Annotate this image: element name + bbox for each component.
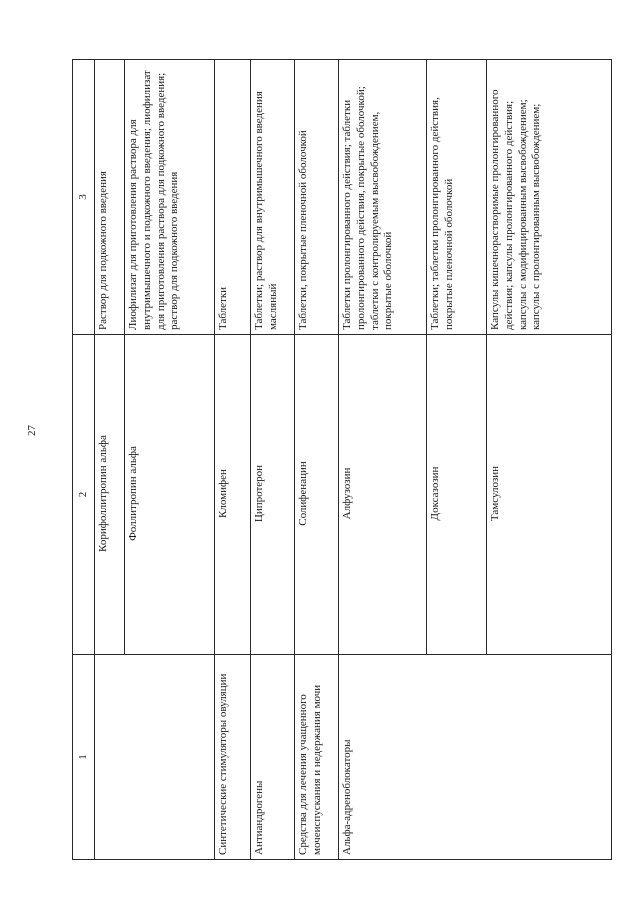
drug-cell: Корифоллитропин альфа xyxy=(95,335,125,655)
table-row xyxy=(251,60,295,860)
forms-cell: Таблетки xyxy=(215,60,251,335)
drug-cell: Ципротерон xyxy=(251,335,295,655)
forms-cell: Лиофилизат для приготовления раствора для внутримышечного и подкожного введения; лиофилизат для приготовления раствора для подкожного введения; раствор для подкожного введения xyxy=(125,60,215,335)
drug-cell: Тамсулозин xyxy=(487,335,612,655)
drug-cell: Солифенацин xyxy=(295,335,339,655)
group-cell: Альфа-адреноблокаторы xyxy=(339,655,612,860)
drug-table xyxy=(72,59,612,860)
drug-cell: Кломифен xyxy=(215,335,251,655)
forms-cell: Таблетки, покрытые пленочной оболочкой xyxy=(295,60,339,335)
group-cell xyxy=(95,655,215,860)
header-row xyxy=(73,60,95,860)
forms-cell: Таблетки; таблетки пролонгированного действия, покрытые пленочной оболочкой xyxy=(427,60,487,335)
forms-cell: Раствор для подкожного введения xyxy=(95,60,125,335)
forms-cell: Капсулы кишечнорастворимые пролонгированного действия; капсулы пролонгированного действия; капсулы с модифицированным высвобождением; капсулы с пролонгированным высвобождением; xyxy=(487,60,612,335)
forms-cell: Таблетки; раствор для внутримышечного введения масляный xyxy=(251,60,295,335)
header-col-1: 1 xyxy=(73,655,95,860)
header-col-3: 3 xyxy=(73,60,95,335)
group-cell: Антиандрогены xyxy=(251,655,295,860)
group-cell: Средства для лечения учащенного мочеиспускания и недержания мочи xyxy=(295,655,339,860)
page-number: 27 xyxy=(26,425,38,436)
drug-cell: Доксазозин xyxy=(427,335,487,655)
table-row xyxy=(339,60,427,860)
table-row xyxy=(215,60,251,860)
header-col-2: 2 xyxy=(73,335,95,655)
table-row xyxy=(95,60,125,860)
group-cell: Синтетические стимуляторы овуляции xyxy=(215,655,251,860)
forms-cell: Таблетки пролонгированного действия; таблетки пролонгированного действия, покрытые оболочкой; таблетки с контролируемым высвобождением, покрытые оболочкой xyxy=(339,60,427,335)
drug-cell: Фоллитропин альфа xyxy=(125,335,215,655)
rotated-table-container xyxy=(72,60,612,860)
table-row xyxy=(295,60,339,860)
drug-cell: Алфузозин xyxy=(339,335,427,655)
